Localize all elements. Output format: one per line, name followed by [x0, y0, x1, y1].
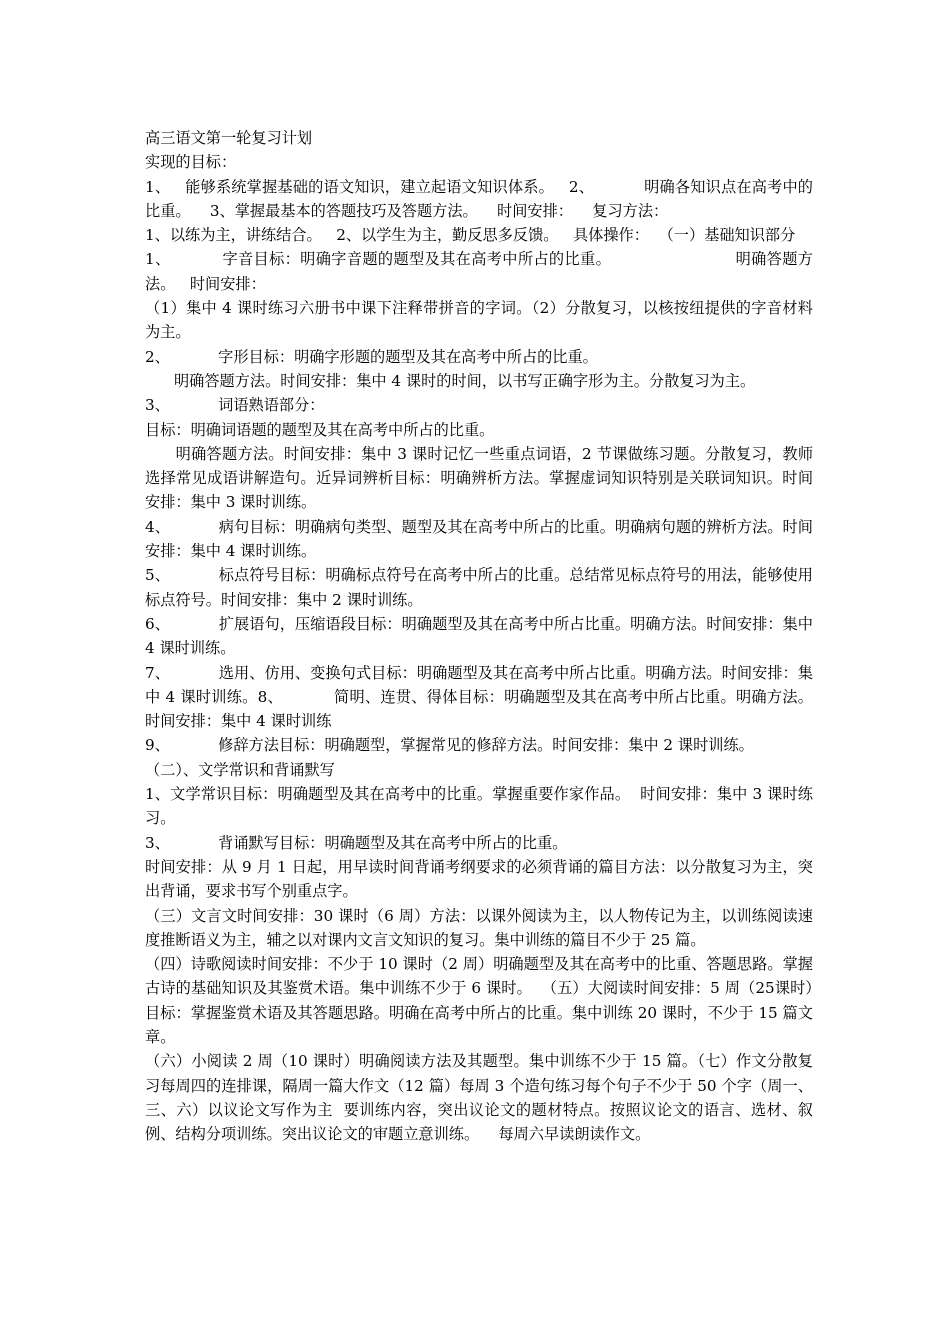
paragraph-idioms-heading: 3、 词语熟语部分：	[145, 396, 325, 415]
paragraph-pronunciation: 1、 字音目标：明确字音题的题型及其在高考中所占的比重。 明确答题方法。 时间安排：	[145, 250, 813, 293]
paragraph-literature: 1、文学常识目标：明确题型及其在高考中的比重。掌握重要作家作品。 时间安排：集中 3 课时练习。	[145, 785, 813, 828]
paragraph-methods: 1、以练为主，讲练结合。 2、以学生为主，勤反思多反馈。 具体操作： （一）基础知识部分	[145, 226, 796, 245]
paragraph-classical-chinese: （三）文言文时间安排：30 课时（6 周）方法：以课外阅读为主，以人物传记为主，以训练阅读速度推断语义为主，辅之以对课内文言文知识的复习。集中训练的篇目不少于 25 篇。	[145, 906, 813, 949]
paragraph-goals: 1、 能够系统掌握基础的语文知识，建立起语文知识体系。 2、 明确各知识点在高考中的比重。 3、掌握最基本的答题技巧及答题方法。 时间安排： 复习方法：	[145, 177, 813, 220]
paragraph-punctuation: 5、 标点符号目标：明确标点符号在高考中所占的比重。总结常见标点符号的用法，能够使用标点符号。时间安排：集中 2 课时训练。	[145, 566, 813, 609]
paragraph-goals-heading: 实现的目标：	[145, 153, 237, 172]
paragraph-pronunciation-schedule: （1）集中 4 课时练习六册书中课下注释带拼音的字词。（2）分散复习，以核按纽提供的字音材料为主。	[145, 299, 813, 342]
paragraph-recitation-schedule: 时间安排：从 9 月 1 日起，用早读时间背诵考纲要求的必须背诵的篇目方法：以分散复习为主，突出背诵，要求书写个别重点字。	[145, 857, 813, 901]
document-body	[145, 126, 818, 1146]
paragraph-character-form: 2、 字形目标：明确字形题的题型及其在高考中所占的比重。	[145, 347, 598, 366]
paragraph-idioms-method: 明确答题方法。时间安排：集中 3 课时记忆一些重点词语，2 节课做练习题。分散复习，教师选择常见成语讲解造句。近异词辨析目标：明确辨析方法。掌握虚词知识特别是关联词知识。时间安排：集中 3 课时训练。	[145, 444, 814, 512]
paragraph-idioms-goal: 目标：明确词语题的题型及其在高考中所占的比重。	[145, 420, 495, 439]
paragraph-literature-heading: （二）、文学常识和背诵默写	[145, 760, 335, 779]
paragraph-faulty-sentences: 4、 病句目标：明确病句类型、题型及其在高考中所占的比重。明确病句题的辨析方法。时间安排：集中 4 课时训练。	[145, 517, 813, 561]
paragraph-reading-composition: （六）小阅读 2 周（10 课时）明确阅读方法及其题型。集中训练不少于 15 篇。（七）作文分散复习每周四的连排课，隔周一篇大作文（12 篇）每周 3 个造句练习每个句子不少于 50 个字（周一、三、六）以议论文写作为主 要训练内容，突出议论文的题材特点。按照议论文的语言、选材、叙例、结构分项训练。突出议论文的审题立意训练。 每周六早读朗读作文。	[145, 1052, 813, 1144]
paragraph-expansion: 6、 扩展语句，压缩语段目标：明确题型及其在高考中所占比重。明确方法。时间安排：集中 4 课时训练。	[145, 614, 818, 658]
paragraph-character-form-method: 明确答题方法。时间安排：集中 4 课时的时间，以书写正确字形为主。分散复习为主。	[145, 371, 756, 390]
paragraph-sentence-patterns: 7、 选用、仿用、变换句式目标：明确题型及其在高考中所占比重。明确方法。时间安排：集中 4 课时训练。8、 简明、连贯、得体目标：明确题型及其在高考中所占比重。明确方法。时间安排：集中 4 课时训练	[145, 663, 813, 731]
paragraph-poetry-reading: （四）诗歌阅读时间安排：不少于 10 课时（2 周）明确题型及其在高考中的比重、答题思路。掌握古诗的基础知识及其鉴赏术语。集中训练不少于 6 课时。 （五）大阅读时间安排：5 周（25课时）目标：掌握鉴赏术语及其答题思路。明确在高考中所占的比重。集中训练 20 课时，不少于 15 篇文章。	[145, 955, 813, 1046]
paragraph-rhetoric: 9、 修辞方法目标：明确题型，掌握常见的修辞方法。时间安排：集中 2 课时训练。	[145, 736, 754, 755]
document-title: 高三语文第一轮复习计划	[145, 129, 313, 147]
paragraph-recitation: 3、 背诵默写目标：明确题型及其在高考中所占的比重。	[145, 833, 568, 852]
